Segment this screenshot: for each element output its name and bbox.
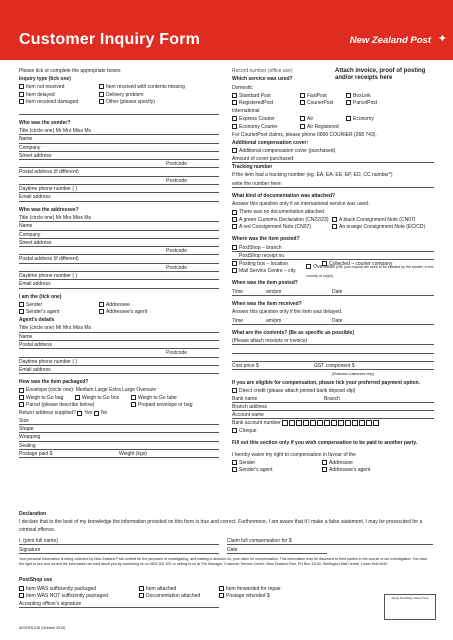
option-label: Express Courier: [239, 116, 275, 123]
courier-note: For CourierPost claims, please phone 0800 COURIER (268 743).: [232, 131, 377, 138]
title-field[interactable]: [19, 127, 219, 135]
tracking-help: If the item had a tracking number (eg. EA, EA, EE, EP, ED, CC number*): [232, 172, 393, 179]
field-label: Size: [19, 417, 29, 424]
claim-field[interactable]: [227, 537, 433, 545]
field-label: am/pm: [266, 317, 282, 324]
field-label: Title (circle one) Mr Mrs Miss Ms: [19, 127, 92, 134]
field-label: Postcode: [166, 350, 187, 357]
option-label: Cheque: [239, 427, 257, 434]
option-label: Item received with contents missing: [106, 84, 185, 91]
checkbox[interactable]: [77, 411, 82, 416]
print-name-field[interactable]: [19, 537, 219, 545]
field-label: Branch: [324, 395, 340, 402]
option-label: Parcel (please describe below): [26, 402, 95, 409]
phone-field[interactable]: [19, 358, 219, 366]
checkbox[interactable]: [99, 92, 104, 97]
right-column: [232, 67, 434, 474]
option-label: Weigh to Go tube: [138, 394, 177, 401]
nz-post-logo: New Zealand Post: [349, 35, 431, 46]
option-label: Collected – courier company: [329, 260, 393, 267]
option-label: There was no documentation attached: [239, 209, 325, 216]
contents-field[interactable]: [232, 337, 434, 345]
field-label: Daytime phone number ( ): [19, 186, 78, 193]
checkbox[interactable]: [322, 467, 327, 472]
refund-heading: If you are eligible for compensation, please tick your preferred payment option.: [232, 379, 421, 386]
field-label: Sealing: [19, 442, 36, 449]
field-label: Company: [19, 144, 41, 151]
field-label: Street address: [19, 152, 52, 159]
checkbox[interactable]: [131, 402, 136, 407]
overseas-note: (NB: your inquiry will need to be initiated by the sender, in the country of origin): [306, 265, 434, 278]
option-label: Addressee's agent: [106, 309, 148, 316]
account-name-field[interactable]: [232, 411, 434, 419]
agent-heading: Agent's details: [19, 317, 55, 324]
postal-field[interactable]: [19, 168, 219, 176]
option-label: Envelope (circle one): Medium Large Extra Large Oversize: [26, 387, 157, 394]
field-label: Title (circle one) Mr Mrs Miss Ms: [19, 325, 92, 332]
checkbox[interactable]: [232, 100, 237, 105]
form-code: ADVDFIL018 (October 2010): [19, 626, 66, 630]
checkbox[interactable]: [300, 100, 305, 105]
checkbox[interactable]: [99, 309, 104, 314]
postshop-row1: [19, 585, 379, 608]
stamp-box: [384, 594, 436, 620]
tracking-heading: Tracking number: [232, 164, 273, 171]
option-label: Item not received: [26, 84, 65, 91]
field-label: Postcode: [166, 264, 187, 271]
option-label: Air: [307, 116, 314, 123]
checkbox[interactable]: [19, 402, 24, 407]
field-label: Daytime phone number ( ): [19, 358, 78, 365]
option-label: No: [100, 409, 108, 416]
bank-account-field[interactable]: [232, 419, 434, 427]
checkbox[interactable]: [232, 268, 237, 273]
field-label: Name: [19, 333, 33, 340]
sealing-field[interactable]: [19, 442, 219, 450]
checkbox[interactable]: [232, 210, 237, 215]
receipt-field[interactable]: [232, 252, 434, 260]
field-label: Branch address: [232, 403, 268, 410]
posted-time-field[interactable]: [232, 288, 434, 296]
sender-heading: Who was the sender?: [19, 119, 71, 126]
checkbox[interactable]: [131, 395, 136, 400]
option-label: Addressee's agent: [329, 467, 371, 474]
postcode-field[interactable]: [19, 349, 219, 357]
option-label: Item WAS NOT sufficiently packaged: [26, 593, 108, 600]
attach-note: Attach invoice, proof of posting and/or receipts here: [335, 68, 426, 82]
field-label: Street address: [19, 239, 52, 246]
checkbox[interactable]: [232, 388, 237, 393]
company-field[interactable]: [19, 231, 219, 239]
field-label: Postage paid $: [19, 451, 53, 458]
checkbox[interactable]: [332, 224, 337, 229]
wrapping-field[interactable]: [19, 433, 219, 441]
gst-note: (Business customers only): [332, 372, 375, 377]
option-label: CourierPost: [307, 100, 334, 107]
field-label: PostShop – branch: [239, 244, 282, 251]
option-label: Prepaid envelope or bag: [138, 402, 193, 409]
field-label: Company: [19, 231, 41, 238]
option-label: Standard Post: [239, 92, 271, 99]
title-field[interactable]: [19, 324, 219, 332]
checkbox[interactable]: [99, 302, 104, 307]
checkbox[interactable]: [139, 593, 144, 598]
checkbox[interactable]: [219, 593, 224, 598]
option-label: A green Customs Declaration (CN22/23): [239, 216, 329, 223]
checkbox[interactable]: [346, 93, 351, 98]
option-label: Documentation attached: [146, 593, 201, 600]
checkbox[interactable]: [99, 99, 104, 104]
stamp-label: Apply PostShop stamp here: [391, 596, 429, 600]
option-label: FastPost: [307, 92, 327, 99]
option-label: RegisteredPost: [239, 100, 274, 107]
checkbox[interactable]: [139, 586, 144, 591]
phone-field[interactable]: [19, 185, 219, 193]
field-label: Postcode: [166, 248, 187, 255]
field-label: Time: [232, 317, 243, 324]
posted-heading: Where was the item posted?: [232, 236, 300, 243]
postcode-field[interactable]: [19, 160, 219, 168]
checkbox[interactable]: [300, 124, 305, 129]
header-banner: [0, 0, 453, 60]
option-label: Item WAS sufficiently packaged: [26, 585, 97, 592]
checkbox[interactable]: [332, 217, 337, 222]
field-label: (Please attach receipts or invoice): [232, 338, 308, 345]
field-label: Postal address (if different): [19, 169, 79, 176]
contents-heading: What are the contents? (Be as specific as possible): [232, 329, 354, 336]
option-label: Sender: [26, 301, 43, 308]
postshop-field[interactable]: [232, 244, 434, 252]
signature-row: [19, 546, 433, 554]
checkbox[interactable]: [232, 261, 237, 266]
contents-field[interactable]: [232, 345, 434, 353]
field-label: I, (print full name): [19, 538, 58, 544]
size-field[interactable]: [19, 417, 219, 425]
field-label: Name: [19, 223, 33, 230]
field-label: GST component $: [314, 363, 355, 370]
option-label: Weigh to Go bag: [26, 394, 64, 401]
option-label: Delivery problem: [106, 91, 144, 98]
street-field[interactable]: [19, 152, 219, 160]
international-label: International: [232, 108, 260, 115]
checkbox[interactable]: [322, 460, 327, 465]
comp-heading: Additional compensation cover:: [232, 139, 309, 146]
field-label: am/pm: [266, 288, 282, 295]
received-question: Answer this question only if the item was delayed.: [232, 309, 343, 316]
field-label: Postal address: [19, 341, 53, 348]
field-label: Date: [332, 288, 343, 295]
option-label: ParcelPost: [353, 100, 378, 107]
checkbox[interactable]: [94, 411, 99, 416]
option-label: Yes: [84, 409, 93, 416]
accepting-signature-field[interactable]: [19, 600, 219, 608]
checkbox[interactable]: [19, 593, 24, 598]
record-number: Record number (office use): [232, 68, 293, 74]
checkbox[interactable]: [19, 84, 24, 89]
checkbox[interactable]: [232, 116, 237, 121]
fill-heading: Fill out this section only if you wish compensation to be paid to another party.: [232, 439, 418, 446]
checkbox[interactable]: [300, 93, 305, 98]
postal-field[interactable]: [19, 255, 219, 263]
amount-field[interactable]: [232, 155, 434, 163]
option-label: Item delayed: [26, 91, 55, 98]
option-label: BoxLink: [353, 92, 371, 99]
checkbox[interactable]: [232, 124, 237, 129]
option-label: Sender: [239, 459, 256, 466]
field-label: Claim full compensation for $: [227, 538, 292, 544]
field-label: Email address: [19, 281, 51, 288]
name-claim-row: [19, 537, 433, 545]
option-label: Overseas: [313, 264, 335, 271]
checkbox[interactable]: [232, 467, 237, 472]
option-label: A red Consignment Note (CN07): [239, 224, 311, 231]
field-label: Postcode: [166, 161, 187, 168]
checkbox[interactable]: [232, 93, 237, 98]
domestic-label: Domestic: [232, 84, 253, 91]
field-label: Accepting officer's signature: [19, 601, 82, 608]
field-label: Account name: [232, 412, 264, 419]
field-label: Shape: [19, 426, 34, 433]
name-field[interactable]: [19, 222, 219, 230]
name-field[interactable]: [19, 135, 219, 143]
email-field[interactable]: [19, 366, 219, 374]
checkbox[interactable]: [232, 428, 237, 433]
field-label: Title (circle one) Mr Mrs Miss Ms: [19, 214, 92, 221]
field-label: Postcode: [166, 177, 187, 184]
postcode-field[interactable]: [19, 247, 219, 255]
checkbox[interactable]: [232, 224, 237, 229]
date-field[interactable]: [227, 546, 327, 554]
title-field[interactable]: [19, 214, 219, 222]
field-label: Name: [19, 136, 33, 143]
cost-field[interactable]: [232, 362, 434, 370]
checkbox[interactable]: [346, 116, 351, 121]
option-label: Item forwarded for repair: [226, 585, 281, 592]
field-label: PostShop receipt no.: [239, 252, 286, 259]
addressee-heading: Who was the addressee?: [19, 206, 79, 213]
option-label: Air Registered: [307, 123, 339, 130]
checkbox[interactable]: [19, 99, 24, 104]
postage-field[interactable]: [19, 450, 219, 458]
email-field[interactable]: [19, 193, 219, 201]
checkbox[interactable]: [99, 84, 104, 89]
nz-post-star-icon: ✦: [437, 33, 447, 45]
field-label: Cost price $: [232, 363, 259, 370]
inquiry-type-heading: Inquiry type (tick one): [19, 76, 71, 83]
postcode-field[interactable]: [19, 264, 219, 272]
option-label: Sender's agent: [239, 467, 273, 474]
bank-field[interactable]: [232, 395, 434, 403]
checkbox[interactable]: [19, 309, 24, 314]
checkbox[interactable]: [232, 245, 237, 250]
field-label: Signature: [19, 547, 41, 553]
waive-text: I hereby waive my right to compensation in favour of the: [232, 451, 356, 458]
option-label: Direct credit (please attach printed bank deposit slip): [239, 387, 356, 394]
option-label: Posting box – location: [239, 260, 288, 267]
checkbox[interactable]: [19, 395, 24, 400]
option-label: Additional compensation cover (purchased): [239, 147, 336, 154]
signature-field[interactable]: [19, 546, 219, 554]
field-label: Email address: [19, 194, 51, 201]
field-label: Wrapping: [19, 434, 41, 441]
option-label: Sender's agent: [26, 309, 60, 316]
field-label: Postal address (if different): [19, 256, 79, 263]
option-label: Item attached: [146, 585, 177, 592]
iam-heading: I am the (tick one): [19, 293, 62, 300]
checkbox[interactable]: [232, 460, 237, 465]
field-label: Amount of cover purchased:: [232, 155, 295, 162]
field-label: Return address supplied?: [19, 409, 76, 416]
company-field[interactable]: [19, 144, 219, 152]
shape-field[interactable]: [19, 425, 219, 433]
option-label: Economy: [353, 116, 374, 123]
field-label: Date: [227, 547, 238, 553]
field-label: Time: [232, 288, 243, 295]
declaration-text: I declare that to the best of my knowledge the information provided on this form is true and correct. Furthermore, I am aware that if I make a false statement, I may be prosecuted for a criminal offence.: [19, 519, 423, 533]
field-label: Bank account number: [232, 420, 281, 427]
checkbox[interactable]: [232, 217, 237, 222]
option-label: Postage refunded $: [226, 593, 270, 600]
option-label: Mail Service Centre – city: [239, 268, 296, 275]
checkbox[interactable]: [232, 148, 237, 153]
checkbox[interactable]: [306, 264, 311, 269]
field-label: write the number here:: [232, 180, 283, 187]
option-label: Addressee: [106, 301, 130, 308]
checkbox[interactable]: [75, 395, 80, 400]
name-field[interactable]: [19, 333, 219, 341]
field-label: Weight (kgs): [119, 451, 147, 458]
email-field[interactable]: [19, 280, 219, 288]
privacy-text: Your personal information is being collected by New Zealand Post Limited for the purposes of investigating, and making a decision on, your claim for compensation. This information may be disclosed to third parties in the course of our investigation. You have the right to see and correct the information we hold about you by contacting us on 0800 501 501 or writing to us at The Manager, Customer Service Centre, New Zealand Post, PO Box 31100, Wellington Mail Centre, Lower Hutt 5040.: [19, 557, 428, 566]
checkbox[interactable]: [19, 92, 24, 97]
doc-heading: What kind of documentation was attached?: [232, 192, 336, 199]
phone-field[interactable]: [19, 272, 219, 280]
packaged-heading: How was the item packaged?: [19, 379, 89, 386]
checkbox[interactable]: [219, 586, 224, 591]
instructions: Please tick or complete the appropriate boxes: [19, 68, 121, 74]
postcode-field[interactable]: [19, 177, 219, 185]
when-received-heading: When was the item received?: [232, 300, 302, 307]
checkbox[interactable]: [19, 388, 24, 393]
postal-field[interactable]: [19, 341, 219, 349]
option-label: A black Consignment Note (CN07): [339, 216, 416, 223]
checkbox[interactable]: [19, 586, 24, 591]
when-posted-heading: When was the item posted?: [232, 280, 298, 287]
option-label: Weigh to Go box: [82, 394, 120, 401]
field-label: Daytime phone number ( ): [19, 273, 78, 280]
postshop-heading: PostShop use: [19, 577, 53, 583]
checkbox[interactable]: [300, 116, 305, 121]
option-label: Item received damaged: [26, 99, 79, 106]
branch-address-field[interactable]: [232, 403, 434, 411]
street-field[interactable]: [19, 239, 219, 247]
other-field[interactable]: [19, 106, 219, 114]
declaration-heading: Declaration: [19, 511, 47, 517]
option-label: Addressee: [329, 459, 353, 466]
field-label: Email address: [19, 366, 51, 373]
option-label: Other (please specify): [106, 99, 155, 106]
received-time-field[interactable]: [232, 317, 434, 325]
tracking-field[interactable]: [232, 180, 434, 188]
service-heading: Which service was used?: [232, 76, 293, 83]
checkbox[interactable]: [19, 302, 24, 307]
form-title: Customer Inquiry Form: [19, 31, 201, 48]
checkbox[interactable]: [346, 100, 351, 105]
left-column: [19, 67, 219, 458]
doc-question: Answer this question only if an international service was used.: [232, 201, 370, 208]
option-label: Economy Courier: [239, 123, 278, 130]
contents-field[interactable]: [232, 354, 434, 362]
field-label: Bank name: [232, 395, 258, 402]
field-label: Date: [332, 317, 343, 324]
option-label: An orange Consignment Note (EC/CD): [339, 224, 426, 231]
